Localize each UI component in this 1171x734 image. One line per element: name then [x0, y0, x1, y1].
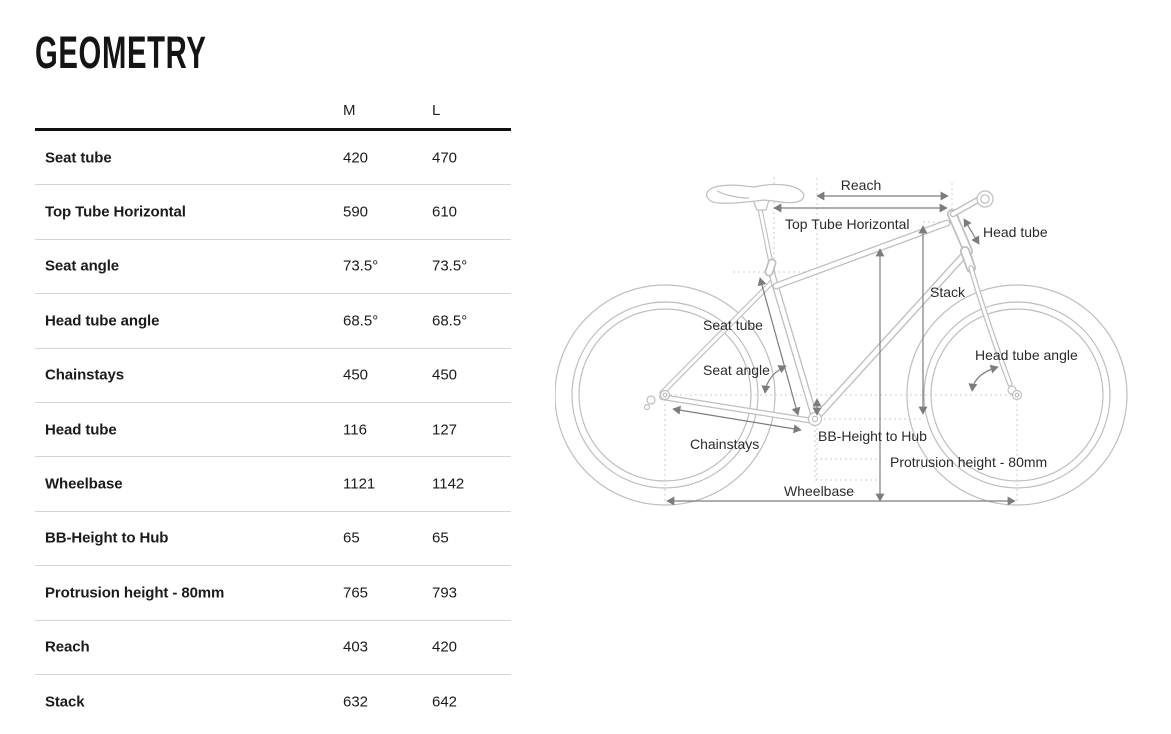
table-row — [35, 512, 511, 566]
table-row — [35, 349, 511, 403]
bike-geometry-diagram — [555, 150, 1171, 528]
row-value-m: 420 — [343, 149, 369, 167]
row-value-l: 610 — [432, 203, 458, 221]
row-label: Seat tube — [45, 149, 112, 167]
row-value-l: 470 — [432, 149, 458, 167]
row-value-m: 403 — [343, 638, 369, 656]
row-value-l: 450 — [432, 366, 458, 384]
reach-label: Reach — [840, 177, 882, 193]
table-header — [35, 88, 511, 131]
row-value-m: 68.5° — [343, 312, 379, 330]
protrusion-label: Protrusion height - 80mm — [890, 454, 1048, 470]
table-row — [35, 457, 511, 511]
row-label: Head tube — [45, 421, 117, 439]
row-value-l: 1142 — [432, 475, 465, 493]
row-value-l: 420 — [432, 638, 458, 656]
row-value-m: 632 — [343, 693, 369, 711]
row-value-m: 590 — [343, 203, 369, 221]
row-label: Wheelbase — [45, 475, 123, 493]
table-row — [35, 566, 511, 620]
row-value-l: 127 — [432, 421, 458, 439]
row-value-l: 73.5° — [432, 257, 468, 275]
seat-angle-label: Seat angle — [703, 362, 770, 378]
row-value-l: 65 — [432, 529, 449, 547]
row-value-l: 642 — [432, 693, 458, 711]
table-row — [35, 185, 511, 239]
row-value-l: 793 — [432, 584, 458, 602]
row-label: Reach — [45, 638, 90, 656]
table-row — [35, 131, 511, 185]
page-title: GEOMETRY — [35, 27, 207, 78]
head-tube-angle-label: Head tube angle — [975, 347, 1078, 363]
geometry-table — [35, 88, 511, 728]
table-row — [35, 294, 511, 348]
row-label: Chainstays — [45, 366, 125, 384]
row-label: Seat angle — [45, 257, 120, 275]
table-row — [35, 621, 511, 675]
row-value-m: 1121 — [343, 475, 376, 493]
table-row — [35, 675, 511, 728]
geometry-table-body — [35, 131, 511, 728]
table-row — [35, 403, 511, 457]
top-tube-label: Top Tube Horizontal — [785, 216, 910, 232]
head-tube-angle-arc — [972, 367, 998, 391]
head-tube-label: Head tube — [983, 224, 1048, 240]
row-value-m: 65 — [343, 529, 360, 547]
row-value-m: 450 — [343, 366, 369, 384]
row-value-l: 68.5° — [432, 312, 468, 330]
row-label: Top Tube Horizontal — [45, 203, 186, 221]
row-value-m: 116 — [343, 421, 367, 439]
row-value-m: 765 — [343, 584, 369, 602]
row-value-m: 73.5° — [343, 257, 379, 275]
wheelbase-label: Wheelbase — [784, 483, 855, 499]
stack-label: Stack — [930, 284, 966, 300]
row-label: Stack — [45, 693, 85, 711]
seat-tube-label: Seat tube — [703, 317, 763, 333]
chainstays-arrow — [673, 409, 801, 430]
bb-height-label: BB-Height to Hub — [818, 428, 927, 444]
table-row — [35, 240, 511, 294]
row-label: Head tube angle — [45, 312, 160, 330]
column-header-l: L — [432, 102, 441, 119]
column-header-m: M — [343, 102, 356, 119]
row-label: BB-Height to Hub — [45, 529, 169, 547]
chainstays-label: Chainstays — [690, 436, 760, 452]
row-label: Protrusion height - 80mm — [45, 584, 225, 602]
